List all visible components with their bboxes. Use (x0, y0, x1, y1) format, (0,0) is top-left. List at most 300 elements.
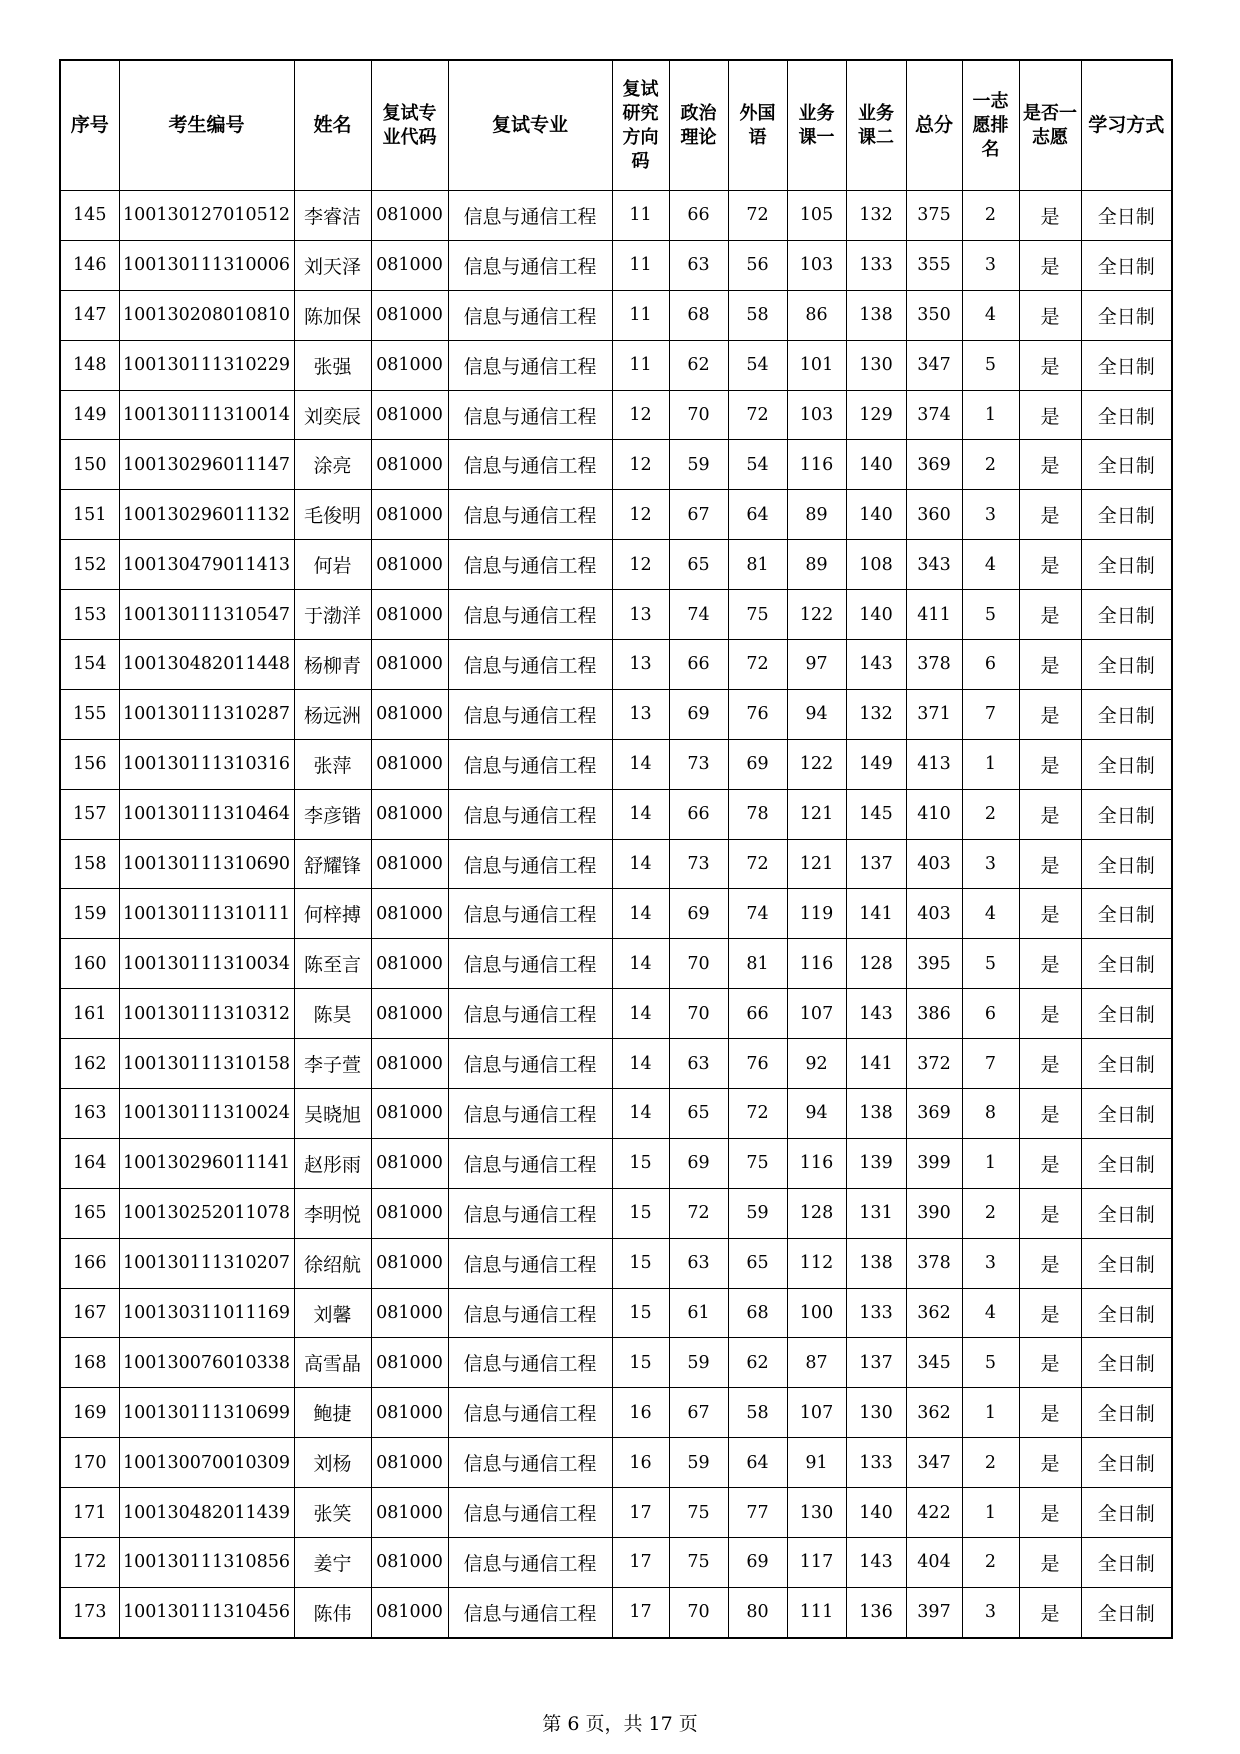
index-cell: 146 (60, 240, 119, 290)
major-cell: 信息与通信工程 (448, 1438, 612, 1488)
index-cell: 159 (60, 889, 119, 939)
total-score-cell: 413 (906, 739, 962, 789)
politics-score-cell: 66 (669, 789, 728, 839)
major-code-cell: 081000 (371, 939, 448, 989)
politics-score-cell: 61 (669, 1288, 728, 1338)
total-score-cell: 403 (906, 839, 962, 889)
total-score-cell: 347 (906, 340, 962, 390)
direction-code-cell: 14 (612, 939, 669, 989)
direction-code-cell: 14 (612, 789, 669, 839)
name-cell: 杨柳青 (294, 640, 371, 690)
total-score-cell: 374 (906, 390, 962, 440)
first-choice-cell: 是 (1019, 640, 1081, 690)
study-mode-cell: 全日制 (1081, 590, 1172, 640)
major-cell: 信息与通信工程 (448, 1538, 612, 1588)
candidate-id-cell: 100130111310158 (119, 1039, 294, 1089)
subject-one-score-cell: 111 (787, 1587, 846, 1637)
politics-score-cell: 70 (669, 989, 728, 1039)
study-mode-cell: 全日制 (1081, 889, 1172, 939)
subject-two-score-cell: 138 (846, 290, 906, 340)
index-cell: 172 (60, 1538, 119, 1588)
major-cell: 信息与通信工程 (448, 191, 612, 241)
foreign-language-score-cell: 77 (728, 1488, 787, 1538)
study-mode-cell: 全日制 (1081, 191, 1172, 241)
major-cell: 信息与通信工程 (448, 540, 612, 590)
major-cell: 信息与通信工程 (448, 889, 612, 939)
subject-two-score-cell: 130 (846, 1388, 906, 1438)
index-cell: 152 (60, 540, 119, 590)
major-cell: 信息与通信工程 (448, 839, 612, 889)
politics-score-cell: 70 (669, 1587, 728, 1637)
header-first-choice-rank: 一志愿排名 (962, 60, 1019, 191)
first-choice-cell: 是 (1019, 789, 1081, 839)
major-code-cell: 081000 (371, 290, 448, 340)
index-cell: 147 (60, 290, 119, 340)
subject-two-score-cell: 129 (846, 390, 906, 440)
major-code-cell: 081000 (371, 1089, 448, 1139)
first-choice-cell: 是 (1019, 1089, 1081, 1139)
candidate-id-cell: 100130111310547 (119, 590, 294, 640)
admission-results-table (59, 59, 1173, 1639)
major-cell: 信息与通信工程 (448, 390, 612, 440)
foreign-language-score-cell: 75 (728, 1138, 787, 1188)
major-code-cell: 081000 (371, 640, 448, 690)
major-code-cell: 081000 (371, 1438, 448, 1488)
major-cell: 信息与通信工程 (448, 490, 612, 540)
index-cell: 145 (60, 191, 119, 241)
table-row (60, 490, 1172, 540)
first-choice-cell: 是 (1019, 1388, 1081, 1438)
foreign-language-score-cell: 72 (728, 1089, 787, 1139)
candidate-id-cell: 100130296011141 (119, 1138, 294, 1188)
total-score-cell: 375 (906, 191, 962, 241)
rank-cell: 1 (962, 1488, 1019, 1538)
foreign-language-score-cell: 65 (728, 1238, 787, 1288)
name-cell: 陈昊 (294, 989, 371, 1039)
name-cell: 毛俊明 (294, 490, 371, 540)
subject-two-score-cell: 108 (846, 540, 906, 590)
study-mode-cell: 全日制 (1081, 989, 1172, 1039)
direction-code-cell: 16 (612, 1438, 669, 1488)
foreign-language-score-cell: 81 (728, 939, 787, 989)
total-score-cell: 378 (906, 1238, 962, 1288)
first-choice-cell: 是 (1019, 240, 1081, 290)
name-cell: 张萍 (294, 739, 371, 789)
major-code-cell: 081000 (371, 191, 448, 241)
rank-cell: 5 (962, 340, 1019, 390)
header-direction-code: 复试研究方向码 (612, 60, 669, 191)
subject-one-score-cell: 87 (787, 1338, 846, 1388)
politics-score-cell: 75 (669, 1488, 728, 1538)
subject-two-score-cell: 132 (846, 689, 906, 739)
candidate-id-cell: 100130296011147 (119, 440, 294, 490)
foreign-language-score-cell: 54 (728, 440, 787, 490)
index-cell: 164 (60, 1138, 119, 1188)
subject-one-score-cell: 107 (787, 989, 846, 1039)
major-code-cell: 081000 (371, 1338, 448, 1388)
total-score-cell: 343 (906, 540, 962, 590)
name-cell: 于渤洋 (294, 590, 371, 640)
index-cell: 150 (60, 440, 119, 490)
index-cell: 169 (60, 1388, 119, 1438)
politics-score-cell: 63 (669, 1238, 728, 1288)
name-cell: 刘奕辰 (294, 390, 371, 440)
total-score-cell: 369 (906, 440, 962, 490)
subject-two-score-cell: 141 (846, 1039, 906, 1089)
study-mode-cell: 全日制 (1081, 1089, 1172, 1139)
major-cell: 信息与通信工程 (448, 1089, 612, 1139)
foreign-language-score-cell: 78 (728, 789, 787, 839)
header-subject-one: 业务课一 (787, 60, 846, 191)
direction-code-cell: 15 (612, 1288, 669, 1338)
rank-cell: 4 (962, 290, 1019, 340)
subject-one-score-cell: 107 (787, 1388, 846, 1438)
rank-cell: 3 (962, 240, 1019, 290)
foreign-language-score-cell: 72 (728, 191, 787, 241)
candidate-id-cell: 100130111310312 (119, 989, 294, 1039)
major-code-cell: 081000 (371, 490, 448, 540)
major-cell: 信息与通信工程 (448, 440, 612, 490)
foreign-language-score-cell: 80 (728, 1587, 787, 1637)
first-choice-cell: 是 (1019, 540, 1081, 590)
major-cell: 信息与通信工程 (448, 789, 612, 839)
table-row (60, 1438, 1172, 1488)
rank-cell: 4 (962, 889, 1019, 939)
subject-one-score-cell: 103 (787, 390, 846, 440)
total-score-cell: 386 (906, 989, 962, 1039)
index-cell: 173 (60, 1587, 119, 1637)
name-cell: 刘天泽 (294, 240, 371, 290)
index-cell: 160 (60, 939, 119, 989)
candidate-id-cell: 100130127010512 (119, 191, 294, 241)
subject-one-score-cell: 105 (787, 191, 846, 241)
first-choice-cell: 是 (1019, 440, 1081, 490)
politics-score-cell: 62 (669, 340, 728, 390)
name-cell: 刘馨 (294, 1288, 371, 1338)
subject-one-score-cell: 121 (787, 789, 846, 839)
major-cell: 信息与通信工程 (448, 290, 612, 340)
header-major: 复试专业 (448, 60, 612, 191)
header-foreign-language: 外国语 (728, 60, 787, 191)
direction-code-cell: 12 (612, 390, 669, 440)
foreign-language-score-cell: 72 (728, 640, 787, 690)
politics-score-cell: 69 (669, 689, 728, 739)
first-choice-cell: 是 (1019, 340, 1081, 390)
study-mode-cell: 全日制 (1081, 440, 1172, 490)
table-row (60, 340, 1172, 390)
first-choice-cell: 是 (1019, 739, 1081, 789)
major-code-cell: 081000 (371, 739, 448, 789)
index-cell: 170 (60, 1438, 119, 1488)
subject-one-score-cell: 97 (787, 640, 846, 690)
candidate-id-cell: 100130311011169 (119, 1288, 294, 1338)
study-mode-cell: 全日制 (1081, 939, 1172, 989)
subject-one-score-cell: 100 (787, 1288, 846, 1338)
header-major-code: 复试专业代码 (371, 60, 448, 191)
table-row (60, 540, 1172, 590)
subject-two-score-cell: 143 (846, 989, 906, 1039)
index-cell: 157 (60, 789, 119, 839)
candidate-id-cell: 100130111310456 (119, 1587, 294, 1637)
candidate-id-cell: 100130076010338 (119, 1338, 294, 1388)
politics-score-cell: 69 (669, 889, 728, 939)
index-cell: 165 (60, 1188, 119, 1238)
politics-score-cell: 63 (669, 1039, 728, 1089)
major-code-cell: 081000 (371, 440, 448, 490)
major-code-cell: 081000 (371, 1388, 448, 1438)
table-row (60, 590, 1172, 640)
first-choice-cell: 是 (1019, 989, 1081, 1039)
study-mode-cell: 全日制 (1081, 490, 1172, 540)
subject-two-score-cell: 140 (846, 440, 906, 490)
first-choice-cell: 是 (1019, 590, 1081, 640)
total-score-cell: 369 (906, 1089, 962, 1139)
name-cell: 陈至言 (294, 939, 371, 989)
direction-code-cell: 13 (612, 590, 669, 640)
subject-one-score-cell: 130 (787, 1488, 846, 1538)
direction-code-cell: 17 (612, 1488, 669, 1538)
candidate-id-cell: 100130252011078 (119, 1188, 294, 1238)
table-row (60, 1288, 1172, 1338)
table-row (60, 1039, 1172, 1089)
politics-score-cell: 70 (669, 939, 728, 989)
major-code-cell: 081000 (371, 590, 448, 640)
index-cell: 163 (60, 1089, 119, 1139)
total-score-cell: 390 (906, 1188, 962, 1238)
total-score-cell: 404 (906, 1538, 962, 1588)
table-row (60, 390, 1172, 440)
candidate-id-cell: 100130111310006 (119, 240, 294, 290)
major-code-cell: 081000 (371, 340, 448, 390)
rank-cell: 5 (962, 939, 1019, 989)
subject-two-score-cell: 133 (846, 240, 906, 290)
foreign-language-score-cell: 74 (728, 889, 787, 939)
politics-score-cell: 68 (669, 290, 728, 340)
direction-code-cell: 11 (612, 290, 669, 340)
direction-code-cell: 15 (612, 1338, 669, 1388)
direction-code-cell: 11 (612, 340, 669, 390)
direction-code-cell: 14 (612, 839, 669, 889)
name-cell: 陈加保 (294, 290, 371, 340)
first-choice-cell: 是 (1019, 1138, 1081, 1188)
direction-code-cell: 13 (612, 640, 669, 690)
name-cell: 赵彤雨 (294, 1138, 371, 1188)
table-row (60, 1488, 1172, 1538)
index-cell: 148 (60, 340, 119, 390)
subject-one-score-cell: 91 (787, 1438, 846, 1488)
subject-two-score-cell: 140 (846, 1488, 906, 1538)
study-mode-cell: 全日制 (1081, 789, 1172, 839)
major-cell: 信息与通信工程 (448, 240, 612, 290)
candidate-id-cell: 100130111310699 (119, 1388, 294, 1438)
rank-cell: 2 (962, 789, 1019, 839)
politics-score-cell: 65 (669, 540, 728, 590)
index-cell: 162 (60, 1039, 119, 1089)
major-code-cell: 081000 (371, 390, 448, 440)
rank-cell: 7 (962, 1039, 1019, 1089)
major-code-cell: 081000 (371, 1188, 448, 1238)
candidate-id-cell: 100130111310034 (119, 939, 294, 989)
table-row (60, 989, 1172, 1039)
total-score-cell: 378 (906, 640, 962, 690)
direction-code-cell: 12 (612, 440, 669, 490)
subject-one-score-cell: 122 (787, 590, 846, 640)
total-score-cell: 411 (906, 590, 962, 640)
study-mode-cell: 全日制 (1081, 340, 1172, 390)
direction-code-cell: 14 (612, 989, 669, 1039)
major-cell: 信息与通信工程 (448, 1338, 612, 1388)
table-row (60, 191, 1172, 241)
name-cell: 涂亮 (294, 440, 371, 490)
direction-code-cell: 14 (612, 889, 669, 939)
direction-code-cell: 13 (612, 689, 669, 739)
total-score-cell: 422 (906, 1488, 962, 1538)
name-cell: 徐绍航 (294, 1238, 371, 1288)
rank-cell: 2 (962, 1438, 1019, 1488)
first-choice-cell: 是 (1019, 490, 1081, 540)
name-cell: 高雪晶 (294, 1338, 371, 1388)
major-cell: 信息与通信工程 (448, 1138, 612, 1188)
major-code-cell: 081000 (371, 989, 448, 1039)
candidate-id-cell: 100130111310229 (119, 340, 294, 390)
name-cell: 张强 (294, 340, 371, 390)
candidate-id-cell: 100130111310464 (119, 789, 294, 839)
subject-one-score-cell: 89 (787, 540, 846, 590)
direction-code-cell: 14 (612, 1039, 669, 1089)
total-score-cell: 403 (906, 889, 962, 939)
first-choice-cell: 是 (1019, 290, 1081, 340)
foreign-language-score-cell: 58 (728, 290, 787, 340)
subject-two-score-cell: 140 (846, 590, 906, 640)
subject-one-score-cell: 94 (787, 1089, 846, 1139)
subject-two-score-cell: 149 (846, 739, 906, 789)
foreign-language-score-cell: 76 (728, 689, 787, 739)
table-row (60, 240, 1172, 290)
major-cell: 信息与通信工程 (448, 1039, 612, 1089)
subject-one-score-cell: 101 (787, 340, 846, 390)
index-cell: 167 (60, 1288, 119, 1338)
study-mode-cell: 全日制 (1081, 240, 1172, 290)
header-candidate-id: 考生编号 (119, 60, 294, 191)
politics-score-cell: 66 (669, 191, 728, 241)
table-row (60, 1238, 1172, 1288)
politics-score-cell: 69 (669, 1138, 728, 1188)
major-cell: 信息与通信工程 (448, 989, 612, 1039)
total-score-cell: 355 (906, 240, 962, 290)
subject-one-score-cell: 94 (787, 689, 846, 739)
major-cell: 信息与通信工程 (448, 1288, 612, 1338)
major-cell: 信息与通信工程 (448, 640, 612, 690)
rank-cell: 1 (962, 1388, 1019, 1438)
direction-code-cell: 15 (612, 1188, 669, 1238)
candidate-id-cell: 100130482011439 (119, 1488, 294, 1538)
total-score-cell: 372 (906, 1039, 962, 1089)
major-cell: 信息与通信工程 (448, 1587, 612, 1637)
name-cell: 舒耀锋 (294, 839, 371, 889)
study-mode-cell: 全日制 (1081, 290, 1172, 340)
foreign-language-score-cell: 76 (728, 1039, 787, 1089)
first-choice-cell: 是 (1019, 689, 1081, 739)
subject-two-score-cell: 141 (846, 889, 906, 939)
table-row (60, 1338, 1172, 1388)
direction-code-cell: 11 (612, 191, 669, 241)
table-row (60, 1089, 1172, 1139)
foreign-language-score-cell: 72 (728, 839, 787, 889)
major-cell: 信息与通信工程 (448, 1488, 612, 1538)
total-score-cell: 350 (906, 290, 962, 340)
study-mode-cell: 全日制 (1081, 540, 1172, 590)
index-cell: 156 (60, 739, 119, 789)
table-row (60, 689, 1172, 739)
foreign-language-score-cell: 69 (728, 739, 787, 789)
name-cell: 吴晓旭 (294, 1089, 371, 1139)
subject-one-score-cell: 86 (787, 290, 846, 340)
index-cell: 155 (60, 689, 119, 739)
first-choice-cell: 是 (1019, 1188, 1081, 1238)
major-code-cell: 081000 (371, 1238, 448, 1288)
subject-two-score-cell: 138 (846, 1089, 906, 1139)
politics-score-cell: 63 (669, 240, 728, 290)
name-cell: 何梓搏 (294, 889, 371, 939)
index-cell: 154 (60, 640, 119, 690)
header-name: 姓名 (294, 60, 371, 191)
name-cell: 李彦锴 (294, 789, 371, 839)
table-row (60, 440, 1172, 490)
candidate-id-cell: 100130482011448 (119, 640, 294, 690)
subject-two-score-cell: 140 (846, 490, 906, 540)
foreign-language-score-cell: 66 (728, 989, 787, 1039)
foreign-language-score-cell: 54 (728, 340, 787, 390)
major-code-cell: 081000 (371, 240, 448, 290)
first-choice-cell: 是 (1019, 1488, 1081, 1538)
index-cell: 168 (60, 1338, 119, 1388)
foreign-language-score-cell: 62 (728, 1338, 787, 1388)
rank-cell: 7 (962, 689, 1019, 739)
rank-cell: 4 (962, 1288, 1019, 1338)
direction-code-cell: 15 (612, 1138, 669, 1188)
foreign-language-score-cell: 58 (728, 1388, 787, 1438)
table-row (60, 739, 1172, 789)
foreign-language-score-cell: 56 (728, 240, 787, 290)
total-score-cell: 345 (906, 1338, 962, 1388)
politics-score-cell: 75 (669, 1538, 728, 1588)
first-choice-cell: 是 (1019, 889, 1081, 939)
rank-cell: 5 (962, 1338, 1019, 1388)
table-body (60, 191, 1172, 1638)
major-cell: 信息与通信工程 (448, 590, 612, 640)
study-mode-cell: 全日制 (1081, 1138, 1172, 1188)
name-cell: 陈伟 (294, 1587, 371, 1637)
major-code-cell: 081000 (371, 1288, 448, 1338)
candidate-id-cell: 100130070010309 (119, 1438, 294, 1488)
study-mode-cell: 全日制 (1081, 1338, 1172, 1388)
politics-score-cell: 65 (669, 1089, 728, 1139)
rank-cell: 3 (962, 1238, 1019, 1288)
rank-cell: 2 (962, 440, 1019, 490)
name-cell: 李明悦 (294, 1188, 371, 1238)
foreign-language-score-cell: 75 (728, 590, 787, 640)
politics-score-cell: 67 (669, 1388, 728, 1438)
header-total: 总分 (906, 60, 962, 191)
subject-one-score-cell: 117 (787, 1538, 846, 1588)
major-code-cell: 081000 (371, 789, 448, 839)
direction-code-cell: 15 (612, 1238, 669, 1288)
table-row (60, 1388, 1172, 1438)
name-cell: 刘杨 (294, 1438, 371, 1488)
direction-code-cell: 12 (612, 490, 669, 540)
first-choice-cell: 是 (1019, 191, 1081, 241)
subject-one-score-cell: 121 (787, 839, 846, 889)
